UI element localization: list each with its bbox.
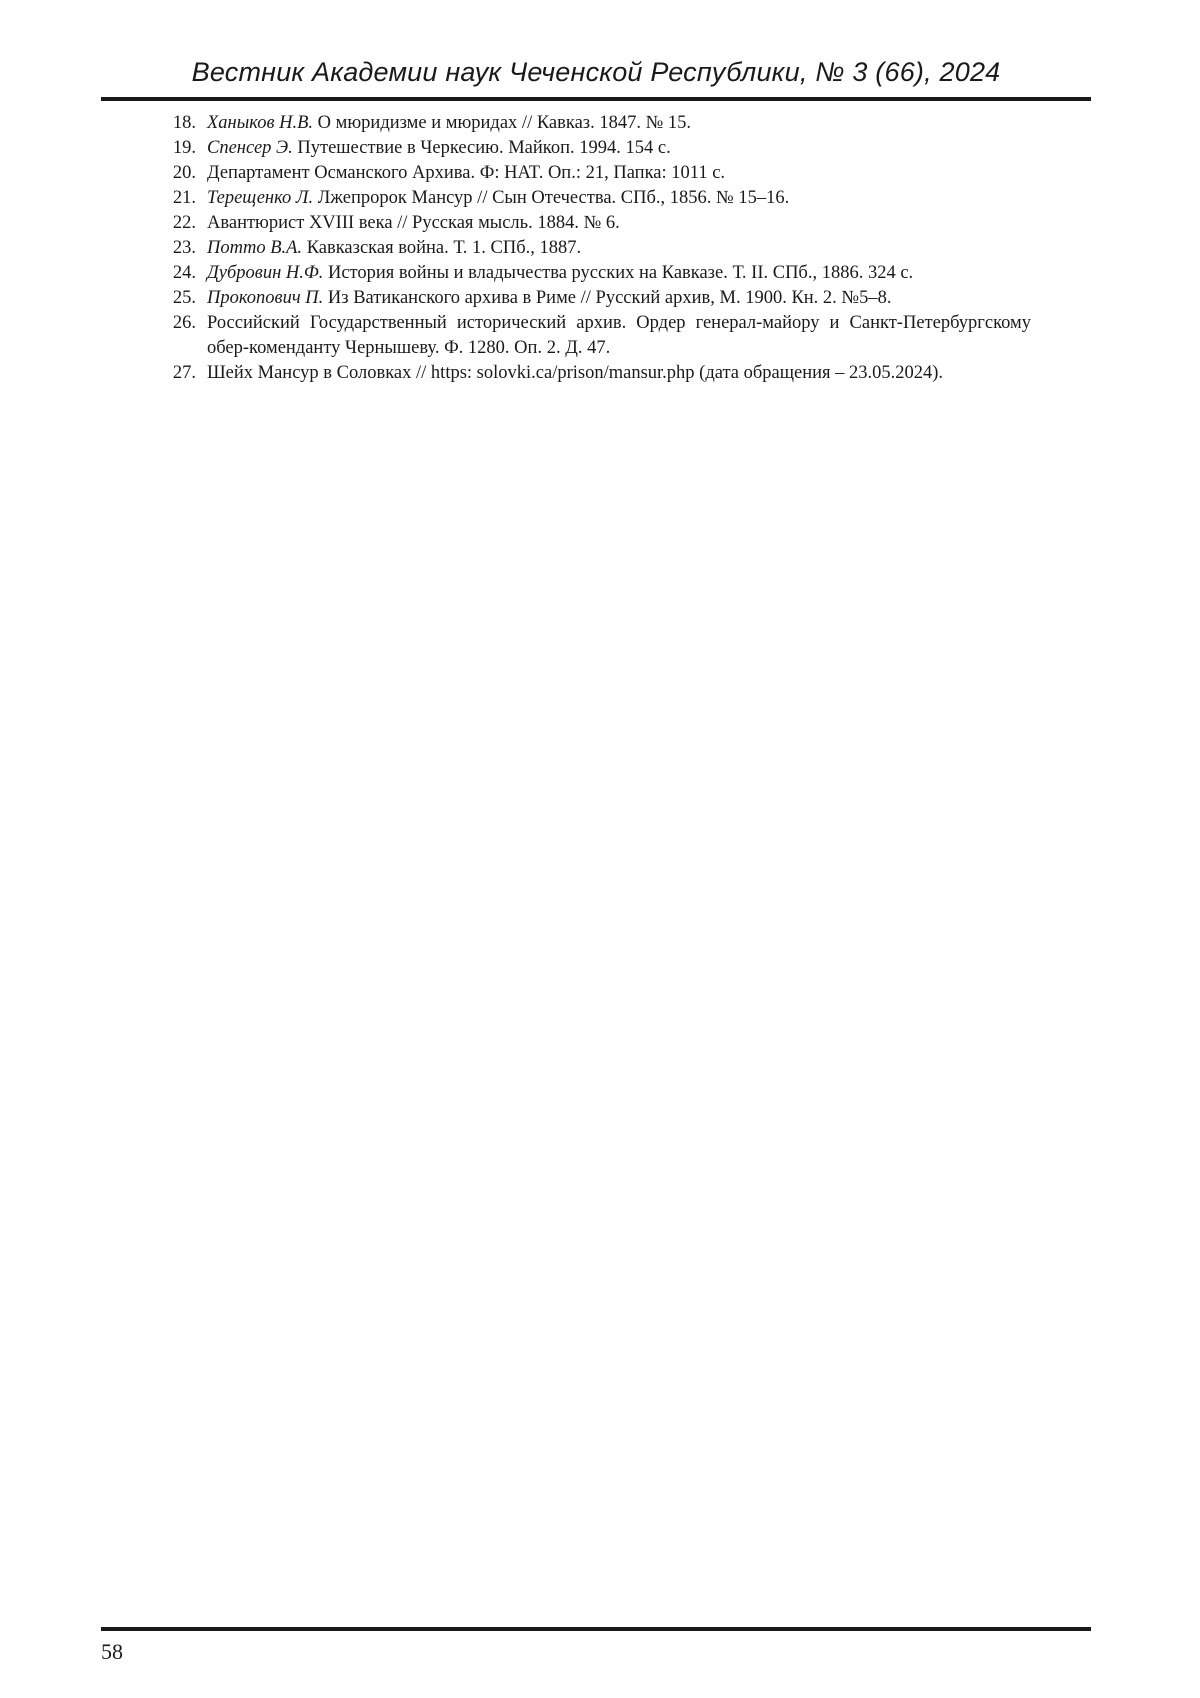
reference-number: 22. bbox=[172, 213, 196, 233]
reference-item bbox=[101, 161, 1031, 186]
reference-number: 21. bbox=[172, 188, 196, 208]
reference-item bbox=[101, 186, 1031, 211]
reference-author: Ханыков Н.В. bbox=[207, 113, 314, 133]
footer-divider bbox=[101, 1627, 1091, 1631]
reference-author: Потто В.А. bbox=[207, 238, 303, 258]
reference-details: Российский Государственный исторический архив. Ордер генерал-майору и Санкт-Петербургскому обер-коменданту Чернышеву. Ф. 1280. Оп. 2. Д. 47. bbox=[207, 313, 1031, 358]
reference-item bbox=[101, 111, 1031, 136]
reference-details: Кавказская война. Т. 1. СПб., 1887. bbox=[302, 238, 582, 258]
reference-number: 25. bbox=[172, 288, 196, 308]
reference-author: Прокопович П. bbox=[207, 288, 324, 308]
reference-number: 27. bbox=[172, 363, 196, 383]
reference-text bbox=[196, 186, 1031, 211]
reference-item bbox=[101, 211, 1031, 236]
reference-text bbox=[196, 236, 1031, 261]
reference-item bbox=[101, 361, 1031, 386]
reference-number: 18. bbox=[172, 113, 196, 133]
reference-number: 23. bbox=[172, 238, 196, 258]
reference-text bbox=[196, 311, 1031, 361]
page-number: 58 bbox=[101, 1639, 123, 1664]
reference-author: Терещенко Л. bbox=[207, 188, 314, 208]
reference-number: 19. bbox=[172, 138, 196, 158]
reference-text bbox=[196, 261, 1031, 286]
reference-item bbox=[101, 236, 1031, 261]
reference-text bbox=[196, 111, 1031, 136]
reference-text bbox=[196, 286, 1031, 311]
reference-list bbox=[101, 111, 1031, 386]
reference-details: О мюридизме и мюридах // Кавказ. 1847. № 15. bbox=[313, 113, 691, 133]
reference-details: История войны и владычества русских на Кавказе. Т. II. СПб., 1886. 324 с. bbox=[323, 263, 914, 283]
reference-text bbox=[196, 161, 1031, 186]
reference-details: Департамент Османского Архива. Ф: HAT. Оп.: 21, Папка: 1011 с. bbox=[207, 163, 726, 183]
reference-text bbox=[196, 361, 1031, 386]
reference-item bbox=[101, 286, 1031, 311]
reference-author: Спенсер Э. bbox=[207, 138, 293, 158]
header-divider bbox=[101, 97, 1091, 101]
journal-running-header: Вестник Академии наук Чеченской Республики, № 3 (66), 2024 bbox=[191, 57, 1001, 87]
reference-item bbox=[101, 261, 1031, 286]
reference-details: Из Ватиканского архива в Риме // Русский архив, М. 1900. Кн. 2. №5–8. bbox=[323, 288, 892, 308]
reference-details: Авантюрист XVIII века // Русская мысль. 1884. № 6. bbox=[207, 213, 620, 233]
reference-number: 24. bbox=[172, 263, 196, 283]
reference-number: 20. bbox=[172, 163, 196, 183]
reference-item bbox=[101, 136, 1031, 161]
reference-number: 26. bbox=[172, 313, 196, 333]
reference-text bbox=[196, 136, 1031, 161]
reference-details: Путешествие в Черкесию. Майкоп. 1994. 154 с. bbox=[292, 138, 671, 158]
reference-text bbox=[196, 211, 1031, 236]
reference-details: Лжепророк Мансур // Сын Отечества. СПб., 1856. № 15–16. bbox=[313, 188, 790, 208]
reference-author: Дубровин Н.Ф. bbox=[207, 263, 324, 283]
reference-item bbox=[101, 311, 1031, 361]
reference-details: Шейх Мансур в Соловках // https: solovki.ca/prison/mansur.php (дата обращения – 23.05.2024). bbox=[207, 363, 944, 383]
